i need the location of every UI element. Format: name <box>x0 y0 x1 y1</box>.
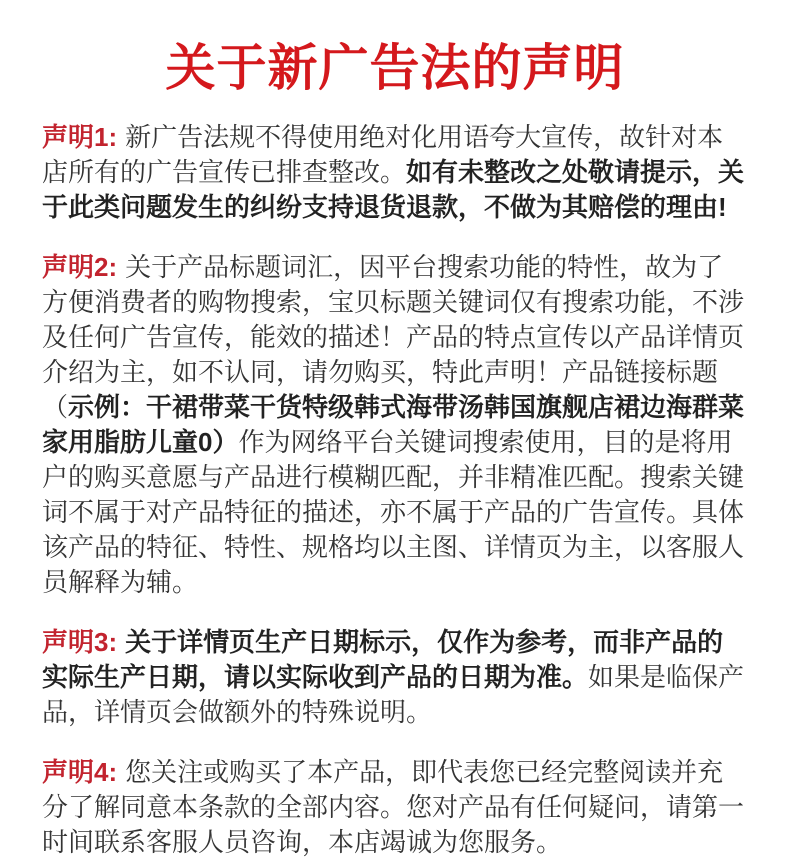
statement-text-segment: 新广告法规不得使用绝对化用语夸大宣传，故针对本店所有的广告宣传已排查整改。 <box>42 122 724 187</box>
statement-label: 声明1: <box>42 122 118 152</box>
statement-text-segment: 如有未整改之处敬请提示，关于此类问题发生的纠纷支持退货退款，不做为其赔偿的理由! <box>42 157 745 222</box>
statement-text-segment: 关于详情页生产日期标示，仅作为参考，而非产品的实际生产日期，请以实际收到产品的日期为准。 <box>42 627 724 692</box>
statement-text-segment: 如果是临保产品，详情页会做额外的特殊说明。 <box>42 662 745 727</box>
statement-text-segment: 作为网络平台关键词搜索使用，目的是将用户的购买意愿与产品进行模糊匹配，并非精准匹配。搜索关键词不属于对产品特征的描述，亦不属于产品的广告宣传。具体该产品的特征、特性、规格均以主图、详情页为主，以客服人员解释为辅。 <box>42 427 745 597</box>
page-title: 关于新广告法的声明 <box>165 40 625 96</box>
statement-paragraph-2 <box>42 250 748 600</box>
statement-paragraph-4 <box>42 755 748 860</box>
statement-label: 声明3: <box>42 627 118 657</box>
statement-label: 声明4: <box>42 757 118 787</box>
statement-paragraph-3 <box>42 625 748 730</box>
statement-label: 声明2: <box>42 252 118 282</box>
statement-text-segment: 关于产品标题词汇，因平台搜索功能的特性，故为了方便消费者的购物搜索，宝贝标题关键词仅有搜索功能，不涉及任何广告宣传，能效的描述！产品的特点宣传以产品详情页介绍为主，如不认同，请勿购买，特此声明！产品链接标题（ <box>42 252 745 422</box>
statement-paragraph-1 <box>42 120 748 225</box>
statement-text-segment: 示例：干裙带菜干货特级韩式海带汤韩国旗舰店裙边海群菜家用脂肪儿童0） <box>42 392 745 457</box>
statement-text-segment: 您关注或购买了本产品，即代表您已经完整阅读并充分了解同意本条款的全部内容。您对产品有任何疑问，请第一时间联系客服人员咨询，本店竭诚为您服务。 <box>42 757 745 857</box>
statements-list <box>0 96 790 860</box>
